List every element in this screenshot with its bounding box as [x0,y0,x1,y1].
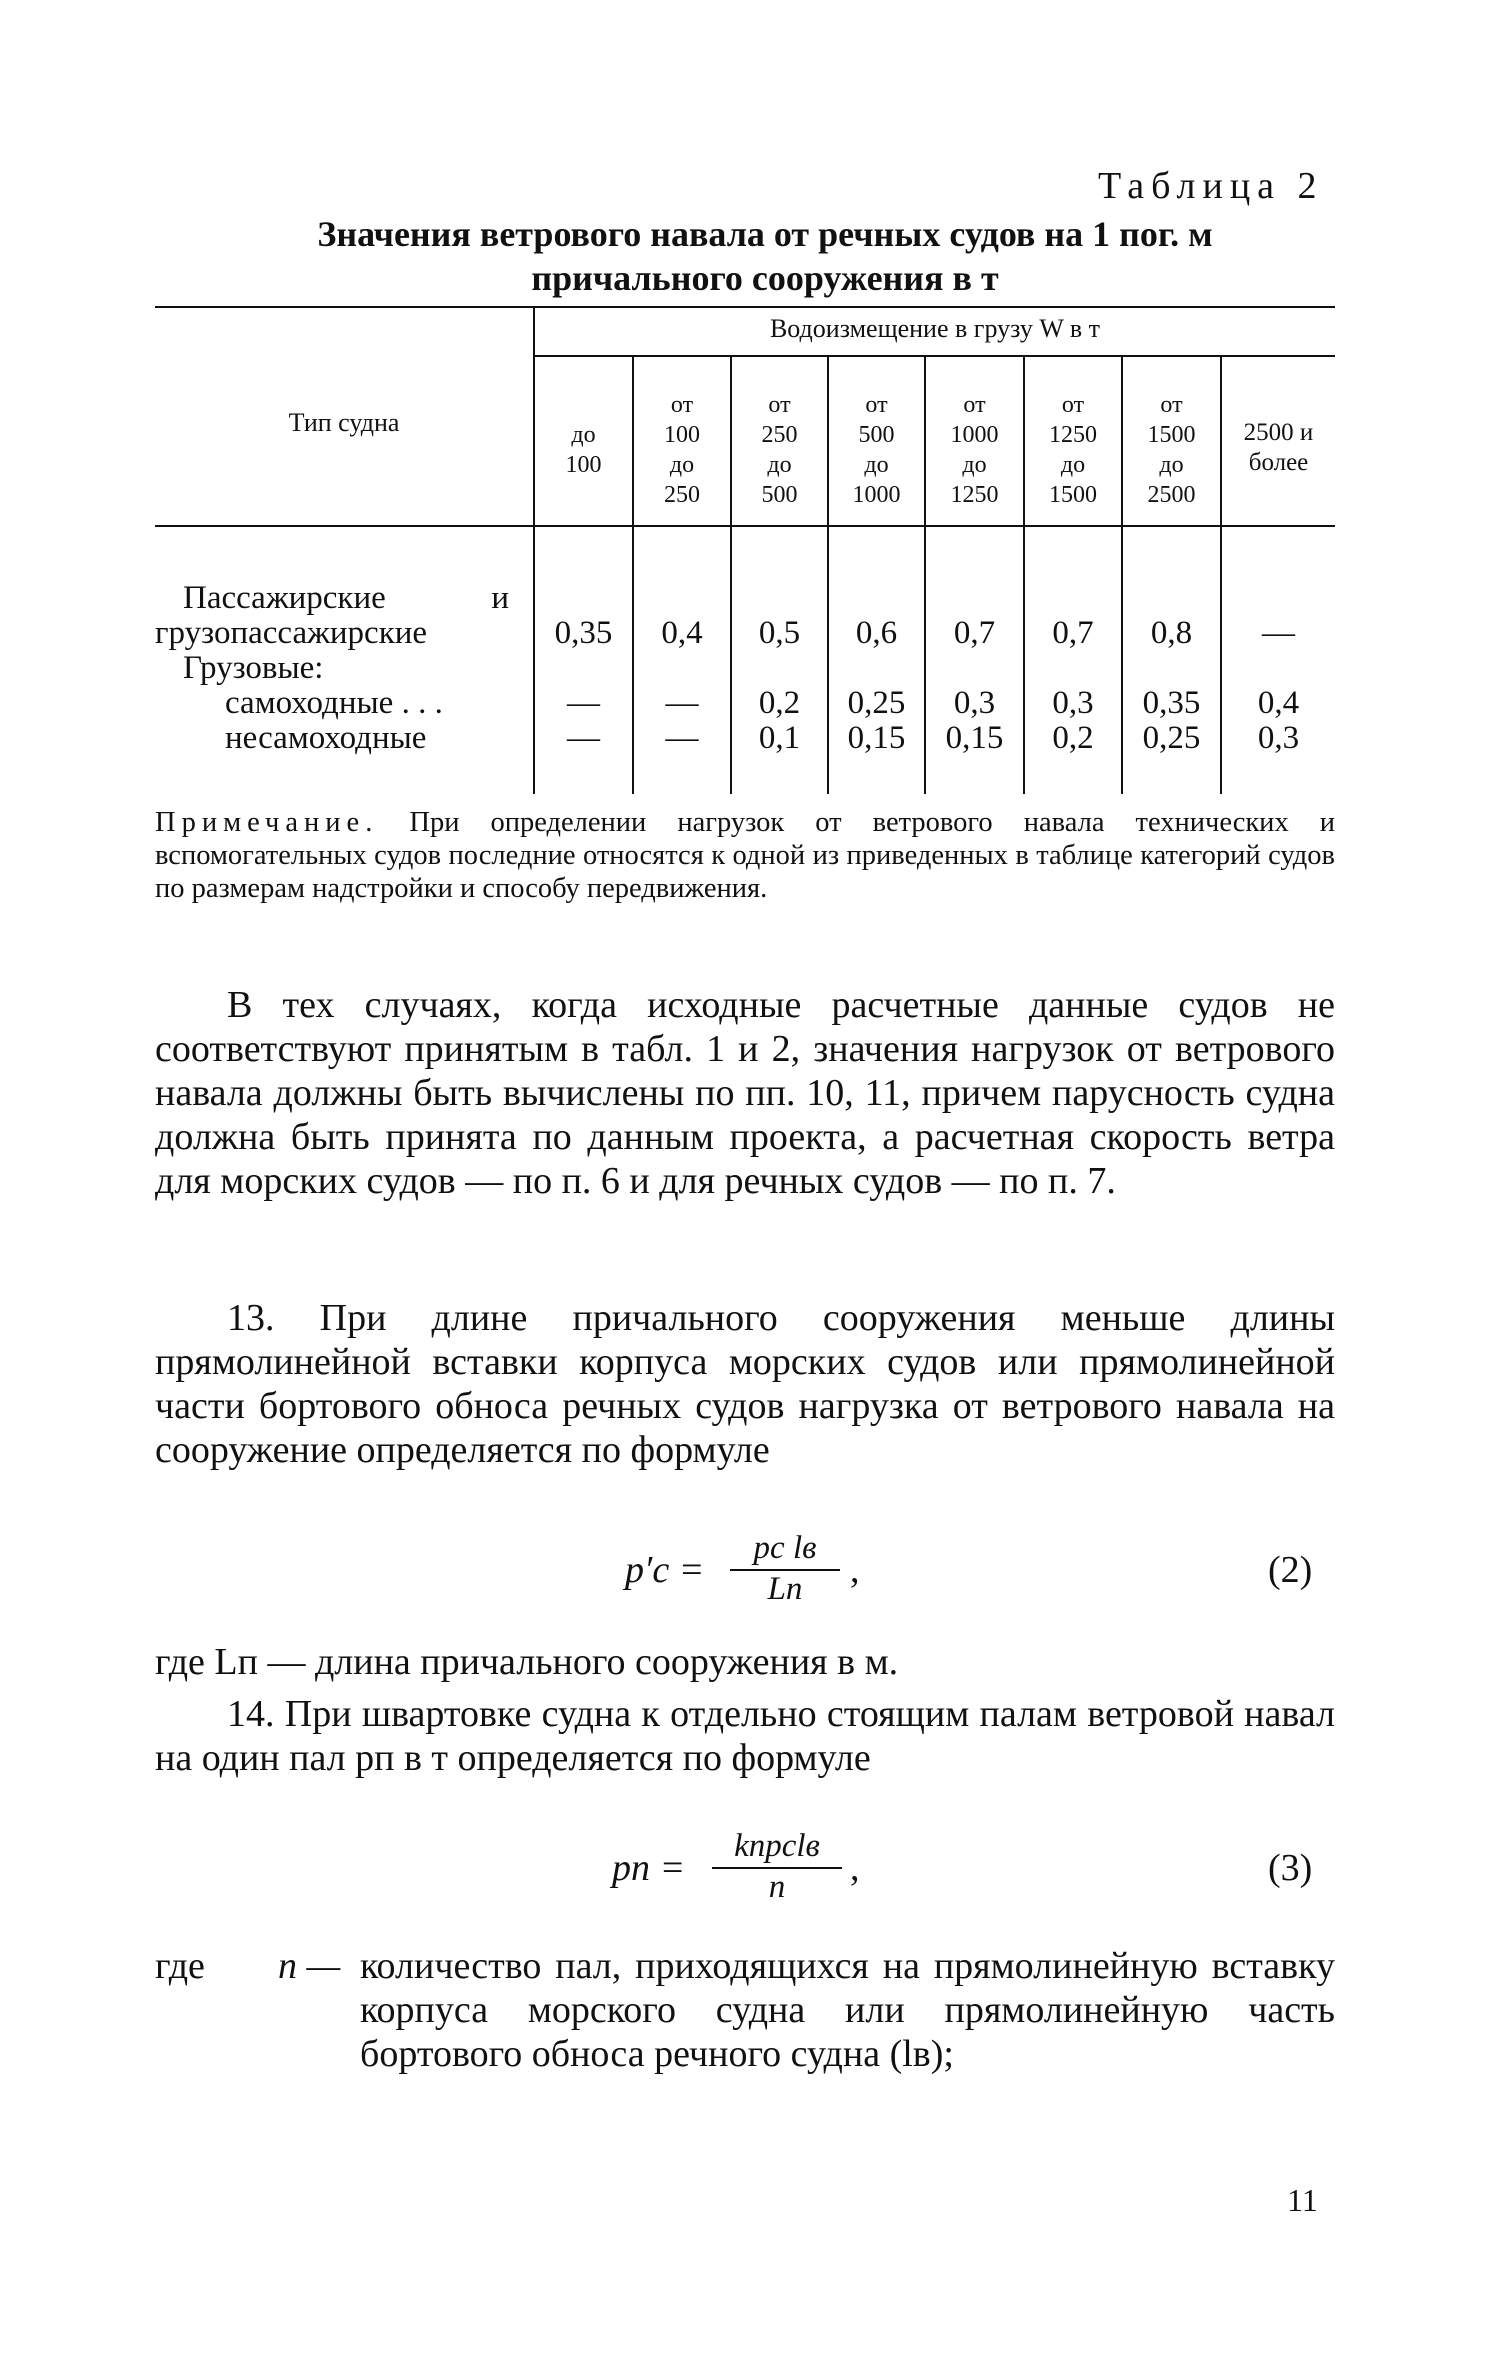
table-cell: 0,15 [847,720,906,756]
col-header-3: от 250 до 500 [761,392,798,508]
formula-3-fraction [712,1828,842,1906]
paragraph-1: В тех случаях, когда исходные расчетные данные судов не соответствуют принятым в табл. 1 и 2, значения нагрузок от ветрового навала должны быть вычислены по пп. 10, 11, причем парусность судна должна быть принята по данным проекта, а расчетная скорость ветра для морских судов — по п. 6 и для речных судов — по п. 7. [155,984,1335,1202]
paragraph-13: 13. При длине причального сооружения меньше длины прямолинейной вставки корпуса морских судов или прямолинейной части бортового обноса речных судов нагрузка от ветрового навала на сооружение определяется по формуле [155,1297,1335,1471]
formula-2-number: (2) [1268,1549,1313,1591]
table-cell: — [567,720,600,756]
table-cell: 0,5 [758,615,801,651]
table-cell: 0,25 [847,685,906,721]
table-cell: 0,1 [758,720,801,756]
table-cell: 0,25 [1142,720,1201,756]
table-note [155,806,1335,905]
formula-2-tail: , [850,1549,860,1591]
where-3-var: n — [278,1945,341,1987]
note-text: При определении нагрузок от ветрового навала технических и вспомогательных судов последние относятся к одной из приведенных в таблице категорий судов по размерам надстройки и способу передвижения. [155,807,1335,904]
formula-3-lhs: pп = [612,1847,686,1889]
table-cell: — [665,685,699,721]
table-cell: — [1262,615,1295,651]
header-bottom-rule [155,525,1335,527]
formula-2-denominator: Lп [767,1571,803,1607]
table-cell: 0,35 [554,615,613,651]
table-cell: 0,3 [953,685,996,721]
table-cell: 0,6 [855,615,898,651]
row-label-cargo: Грузовые: [183,650,324,686]
row-label-selfprop: самоходные . . . [225,685,443,721]
table-cell: — [665,720,699,756]
col-header-2: от 100 до 250 [664,392,700,508]
table-top-rule [155,306,1335,308]
col-header-8: 2500 и более [1243,419,1314,476]
table-cell: 0,4 [661,615,703,651]
formula-3-tail: , [850,1847,860,1889]
group-header-rule [535,355,1335,357]
type-header: Тип судна [288,408,400,437]
col-header-4: от 500 до 1000 [852,392,901,508]
table-cell: 0,15 [945,720,1004,756]
table-cell: 0,8 [1150,615,1193,651]
where-3-label: где [155,1945,205,1987]
table-title-line2: причального сооружения в т [531,258,999,298]
note-label: Примечание. [155,807,379,838]
table-cell: 0,3 [1257,720,1300,756]
formula-3-number: (3) [1268,1847,1313,1889]
table-cell: 0,7 [1052,615,1094,651]
formula-2-lhs: p′с = [625,1549,705,1591]
table-cell: 0,2 [758,685,801,721]
col-header-1: до 100 [565,422,602,478]
where-3-text: количество пал, приходящихся на прямолинейную вставку корпуса морского судна или прямолинейную часть бортового обноса речного судна (lв); [360,1945,1335,2075]
table-cell: 0,7 [953,615,996,651]
page-number: 11 [1287,2182,1318,2218]
row-label-nonselfprop: несамоходные [225,720,427,756]
formula-2-numerator: pс lв [730,1530,840,1571]
col-header-7: от 1500 до 2500 [1147,392,1196,508]
table-caption: Таблица 2 [1098,165,1324,207]
table-cell: 0,2 [1052,720,1094,756]
formula-3-denominator: n [768,1869,786,1905]
col-header-5: от 1000 до 1250 [950,392,999,508]
table-cell: 0,3 [1052,685,1094,721]
table-title-line1: Значения ветрового навала от речных судов на 1 пог. м [317,214,1213,254]
formula-3-numerator: kпpсlв [712,1828,842,1869]
table-cell: 0,4 [1257,685,1300,721]
col-header-6: от 1250 до 1500 [1049,392,1097,508]
formula-2-fraction [730,1530,840,1608]
paragraph-14: 14. При швартовке судна к отдельно стоящим палам ветровой навал на один пал pп в т определяется по формуле [155,1693,1335,1779]
table-title [160,212,1370,300]
table-cell: 0,35 [1142,685,1201,721]
group-header: Водоизмещение в грузу W в т [769,314,1101,343]
formula-2-where: где Lп — длина причального сооружения в м. [155,1641,899,1683]
table-cell: — [567,685,600,721]
row-label-passenger-2: грузопассажирские [155,615,428,651]
row-label-passenger-1: Пассажирские и [183,580,509,616]
